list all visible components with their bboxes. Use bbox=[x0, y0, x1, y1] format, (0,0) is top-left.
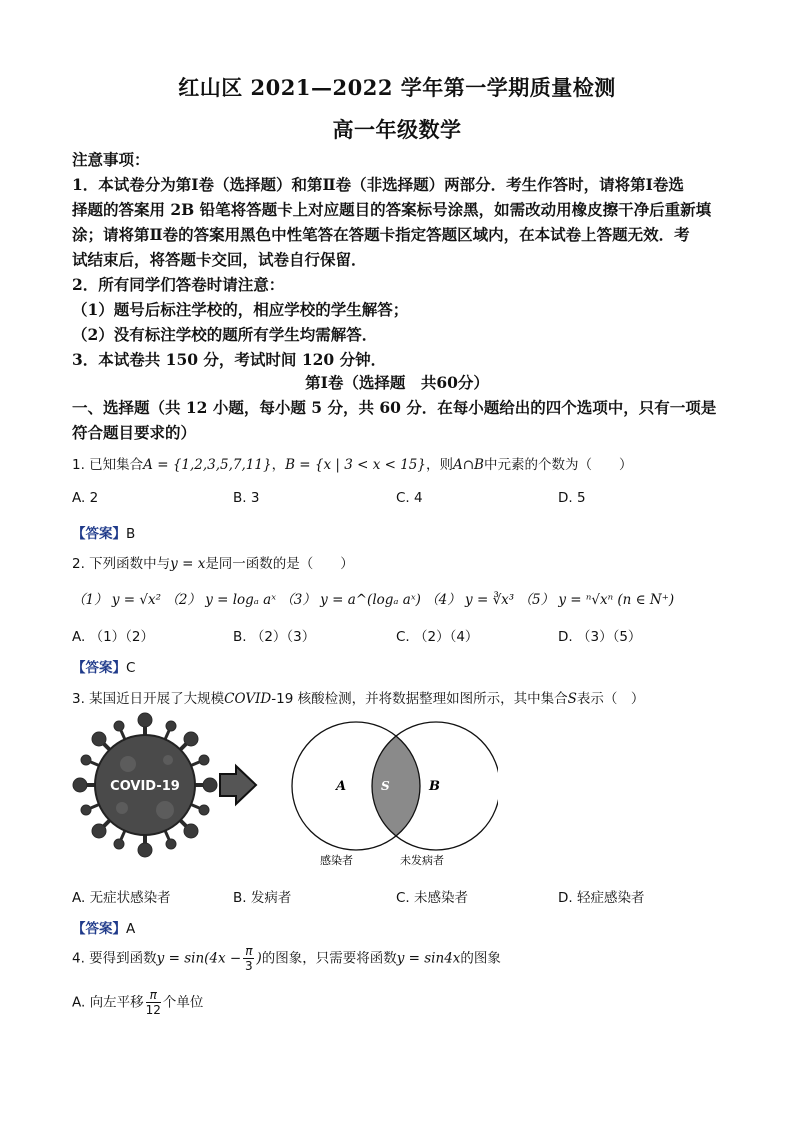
q1-set-b: B = {x | 3 < x < 15} bbox=[285, 457, 426, 473]
q2-option-b: B. （2）（3） bbox=[233, 629, 316, 645]
notes-heading: 注意事项： bbox=[72, 150, 150, 169]
q3-option-b: B. 发病者 bbox=[233, 890, 292, 906]
q1-option-b: B. 3 bbox=[233, 490, 260, 506]
notes-line-1: 1．本试卷分为第Ⅰ卷（选择题）和第Ⅱ卷（非选择题）两部分．考生作答时，请将第Ⅰ卷选 bbox=[72, 175, 684, 194]
q2-option-c: C. （2）（4） bbox=[396, 629, 479, 645]
q2-function-list: （1） y = √x² （2） y = logₐ aˣ （3） y = a^(logₐ aˣ) （4） y = ∛x³ （5） y = ⁿ√xⁿ (n ∈ N⁺) bbox=[72, 592, 675, 608]
venn-caption-asymptomatic: 未发病者 bbox=[400, 854, 444, 867]
q4-func-2: y = sin4x bbox=[396, 950, 461, 967]
section-title: 第Ⅰ卷（选择题 共60分） bbox=[305, 373, 489, 392]
notes-line-3: 涂；请将第Ⅱ卷的答案用黑色中性笔答在答题卡指定答题区域内，在本试卷上答题无效．考 bbox=[72, 225, 690, 244]
q1-sep: ， bbox=[271, 457, 286, 473]
q2-answer-value: C bbox=[126, 660, 136, 676]
q2-prefix: 2. 下列函数中与 bbox=[72, 556, 171, 572]
q1-tail: 中元素的个数为（ ） bbox=[483, 457, 633, 473]
q3-answer-tag: 【答案】 bbox=[72, 921, 126, 937]
q4-frac-num: π bbox=[245, 944, 253, 958]
venn-caption-infected: 感染者 bbox=[320, 854, 353, 867]
q3-option-a: A. 无症状感染者 bbox=[72, 890, 171, 906]
q2-answer-tag: 【答案】 bbox=[72, 660, 126, 676]
q3-answer-value: A bbox=[126, 921, 136, 937]
q1-set-a: A = {1,2,3,5,7,11} bbox=[143, 457, 272, 473]
q4-func-1-close: ) bbox=[256, 950, 262, 967]
notes-line-4: 试结束后，将答题卡交回，试卷自行保留． bbox=[72, 250, 367, 269]
q4-middle: 的图象，只需要将函数 bbox=[261, 950, 397, 967]
q4-frac-den: 3 bbox=[245, 959, 253, 973]
q4-prefix: 4. 要得到函数 bbox=[72, 950, 157, 967]
q1-expr: A∩B bbox=[452, 457, 484, 473]
q1-prefix: 1. 已知集合 bbox=[72, 457, 144, 473]
q4-frac12-den: 12 bbox=[145, 1003, 161, 1017]
q3-tail: 表示（ ） bbox=[576, 691, 645, 707]
venn-label-s: S bbox=[381, 779, 390, 793]
q4-func-1: y = sin(4x − bbox=[156, 950, 242, 967]
venn-label-b: B bbox=[429, 779, 440, 794]
q4-frac12-num: π bbox=[146, 988, 161, 1003]
q3-middle: -19 核酸检测，并将数据整理如图所示，其中集合 bbox=[271, 691, 568, 707]
venn-diagram bbox=[278, 718, 498, 870]
question-3 bbox=[72, 687, 644, 707]
q2-tail: 是同一函数的是（ ） bbox=[205, 556, 354, 572]
q3-option-c: C. 未感染者 bbox=[396, 890, 469, 906]
q2-option-d: D. （3）（5） bbox=[558, 629, 642, 645]
q3-covid: COVID bbox=[224, 691, 272, 707]
q1-answer-tag: 【答案】 bbox=[72, 526, 126, 542]
question-1 bbox=[72, 453, 632, 473]
q2-option-a: A. （1）（2） bbox=[72, 629, 155, 645]
exam-subtitle: 高一年级数学 bbox=[332, 117, 462, 142]
covid-virus-image bbox=[70, 712, 260, 858]
notes-line-8: 3．本试卷共 150 分，考试时间 120 分钟． bbox=[72, 350, 387, 369]
exam-title: 红山区 2021—2022 学年第一学期质量检测 bbox=[178, 75, 616, 100]
q4-tail: 的图象 bbox=[460, 950, 501, 967]
notes-line-2: 择题的答案用 2B 铅笔将答题卡上对应题目的答案标号涂黑，如需改动用橡皮擦干净后重新填 bbox=[72, 200, 712, 219]
notes-line-6: （1）题号后标注学校的，相应学校的学生解答； bbox=[72, 300, 409, 319]
section-intro-1: 一、选择题（共 12 小题，每小题 5 分，共 60 分．在每小题给出的四个选项中，只有一项是 bbox=[72, 398, 717, 417]
q4-fraction-pi-12 bbox=[146, 988, 161, 1017]
q2-answer bbox=[72, 656, 135, 676]
notes-line-7: （2）没有标注学校的题所有学生均需解答． bbox=[72, 325, 378, 344]
q1-option-d: D. 5 bbox=[558, 490, 586, 506]
section-intro-2: 符合题目要求的） bbox=[72, 423, 197, 442]
q1-answer-value: B bbox=[126, 526, 136, 542]
q1-suffix: ，则 bbox=[425, 457, 453, 473]
notes-line-5: 2．所有同学们答卷时请注意： bbox=[72, 275, 285, 294]
covid-label: COVID-19 bbox=[110, 779, 180, 794]
q2-expr: y = x bbox=[170, 556, 206, 572]
q4-fraction-pi-3 bbox=[243, 944, 254, 973]
arrow-right-icon bbox=[220, 766, 256, 804]
q4-option-a bbox=[72, 988, 203, 1017]
q4-option-a-prefix: A. 向左平移 bbox=[72, 994, 144, 1011]
venn-label-a: A bbox=[336, 779, 347, 794]
q3-option-d: D. 轻症感染者 bbox=[558, 890, 645, 906]
q2-functions bbox=[72, 588, 674, 608]
q3-set-s: S bbox=[567, 691, 577, 707]
q1-answer bbox=[72, 522, 135, 542]
q4-option-a-suffix: 个单位 bbox=[162, 994, 204, 1011]
q1-option-c: C. 4 bbox=[396, 490, 423, 506]
q3-answer bbox=[72, 917, 135, 937]
q1-option-a: A. 2 bbox=[72, 490, 99, 506]
q3-prefix: 3. 某国近日开展了大规模 bbox=[72, 691, 225, 707]
question-2 bbox=[72, 552, 354, 572]
question-4 bbox=[72, 944, 501, 973]
